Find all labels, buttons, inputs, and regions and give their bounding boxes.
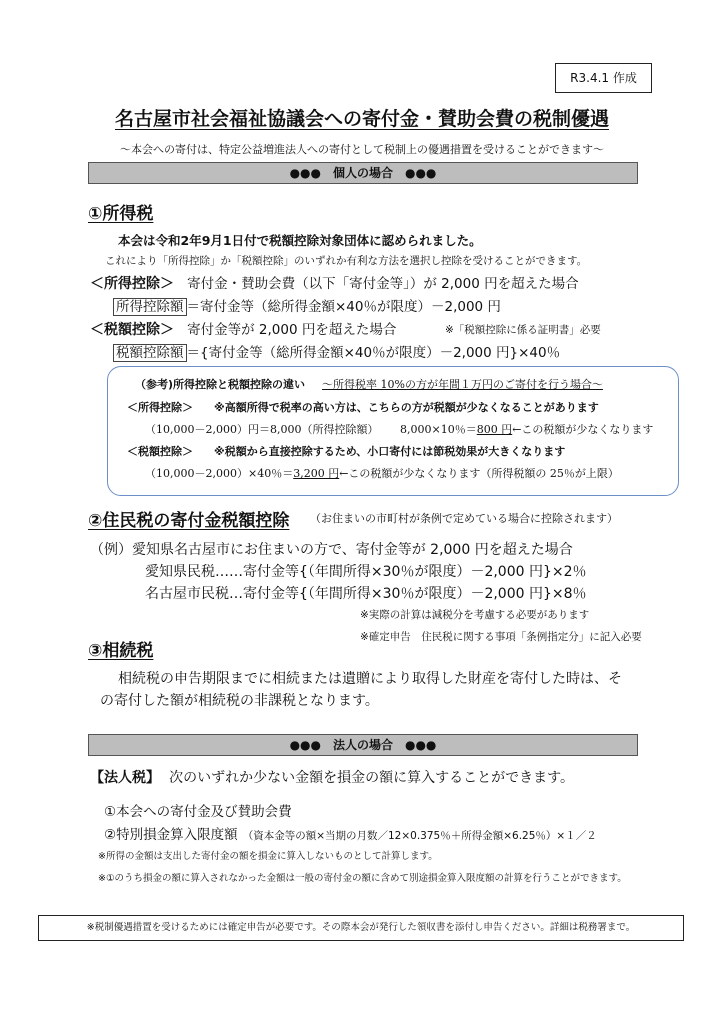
ref-credit-calc: （10,000－2,000）×40％＝: [145, 467, 294, 480]
corporate-note-2: ※①のうち損金の額に算入されなかった金額は一般の寄付金の額に含めて別途損金算入限度額の計算を行うことができます。: [98, 873, 627, 884]
corporate-item-2-label: ②特別損金算入限度額: [104, 827, 238, 843]
corporate-tax-intro: 次のいずれか少ない金額を損金の額に算入することができます。: [169, 770, 574, 786]
ref-credit-calc-row: [145, 465, 619, 481]
corporate-section-band: ●●● 法人の場合 ●●●: [88, 734, 638, 756]
creation-date: R3.4.1 作成: [555, 63, 652, 93]
tax-credit-row: [90, 318, 396, 339]
footer-note: ※税制優遇措置を受けるためには確定申告が必要です。その際本会が発行した領収書を添付し申告ください。詳細は税務署まで。: [38, 915, 684, 941]
prefectural-tax-line: 愛知県民税……寄付金等{（年間所得×30％が限度）－2,000 円}×2％: [145, 564, 587, 580]
inheritance-tax-line-2: の寄付した額が相続税の非課税となります。: [100, 693, 379, 709]
income-deduction-text: 寄付金・賛助会費（以下「寄付金等」）が 2,000 円を超えた場合: [187, 276, 579, 292]
income-formula-text: ＝寄付金等（総所得金額×40％が限度）－2,000 円: [186, 299, 501, 315]
inheritance-tax-line-1: 相続税の申告期限までに相続または遺贈により取得した財産を寄付した時は、そ: [118, 671, 622, 687]
corporate-note-1: ※所得の金額は支出した寄付金の額を損金に算入しないものとして計算します。: [98, 851, 438, 862]
individual-section-band: ●●● 個人の場合 ●●●: [88, 162, 638, 184]
income-formula-row: [113, 295, 501, 315]
ref-income-note: ※高額所得で税率の高い方は、こちらの方が税額が少なくなることがあります: [214, 401, 599, 414]
page-title: 名古屋市社会福祉協議会への寄付金・賛助会費の税制優遇: [114, 108, 609, 130]
resident-tax-heading-note: （お住まいの市町村が条例で定めている場合に控除されます）: [310, 512, 618, 525]
income-tax-heading: ①所得税: [88, 204, 154, 224]
ref-credit-tail: ←この税額が少なくなります（所得税額の 25％が上限）: [339, 467, 619, 480]
ref-credit-note: ※税額から直接控除するため、小口寄付には節税効果が大きくなります: [214, 445, 566, 458]
ref-income-result: 800 円: [476, 423, 513, 436]
corporate-tax-label: 【法人税】: [90, 770, 160, 786]
corporate-item-2-formula: （資本金等の額×当期の月数／12×0.375％＋所得金額×6.25％）×１／２: [242, 830, 597, 842]
reference-title: （参考)所得控除と税額控除の違い: [135, 378, 306, 391]
tax-credit-label: ＜税額控除＞: [90, 322, 174, 338]
ref-income-tail: ←この税額が少なくなります: [512, 423, 654, 436]
certified-statement: 本会は令和2年9月1日付で税額控除対象団体に認められました。: [118, 233, 482, 248]
credit-formula-text: ＝{寄付金等（総所得金額×40％が限度）－2,000 円}×40％: [186, 345, 561, 361]
income-deduction-row: [90, 272, 579, 293]
ref-income-label: ＜所得控除＞: [127, 401, 193, 414]
income-deduction-label: ＜所得控除＞: [90, 276, 174, 292]
resident-tax-example: （例）愛知県名古屋市にお住まいの方で、寄付金等が 2,000 円を超えた場合: [90, 542, 573, 558]
income-formula-label: 所得控除額: [113, 298, 187, 316]
ref-income-calc2: 8,000×10％＝: [400, 423, 477, 436]
inheritance-tax-heading: ③相続税: [88, 641, 154, 661]
ref-credit-label: ＜税額控除＞: [127, 445, 193, 458]
ref-income-calc1: （10,000－2,000）円＝8,000（所得控除額）: [145, 423, 379, 436]
page-subtitle: ～本会への寄付は、特定公益増進法人への寄付として税制上の優遇措置を受けることができます～: [120, 143, 604, 156]
ref-credit-result: 3,200 円: [293, 467, 340, 480]
credit-formula-label: 税額控除額: [113, 344, 187, 362]
resident-tax-heading: ②住民税の寄付金税額控除: [88, 511, 290, 531]
tax-credit-text: 寄付金等が 2,000 円を超えた場合: [187, 322, 397, 338]
choice-note: これにより「所得控除」か「税額控除」のいずれか有利な方法を選択し控除を受けることができます。: [105, 255, 588, 267]
tax-credit-certificate-note: ※「税額控除に係る証明書」必要: [445, 324, 601, 336]
resident-tax-note-1: ※実際の計算は減税分を考慮する必要があります: [360, 609, 590, 621]
credit-formula-row: [113, 341, 560, 361]
corporate-item-1: ①本会への寄付金及び賛助会費: [104, 804, 292, 820]
corporate-item-2: [104, 823, 597, 843]
corporate-tax-row: [90, 767, 574, 787]
city-tax-line: 名古屋市民税…寄付金等{（年間所得×30％が限度）－2,000 円}×8％: [145, 586, 587, 602]
reference-scenario: ～所得税率 10%の方が年間１万円のご寄付を行う場合～: [322, 378, 603, 391]
ref-income-calc2-row: [400, 421, 653, 437]
resident-tax-note-2: ※確定申告 住民税に関する事項「条例指定分」に記入必要: [360, 631, 642, 643]
